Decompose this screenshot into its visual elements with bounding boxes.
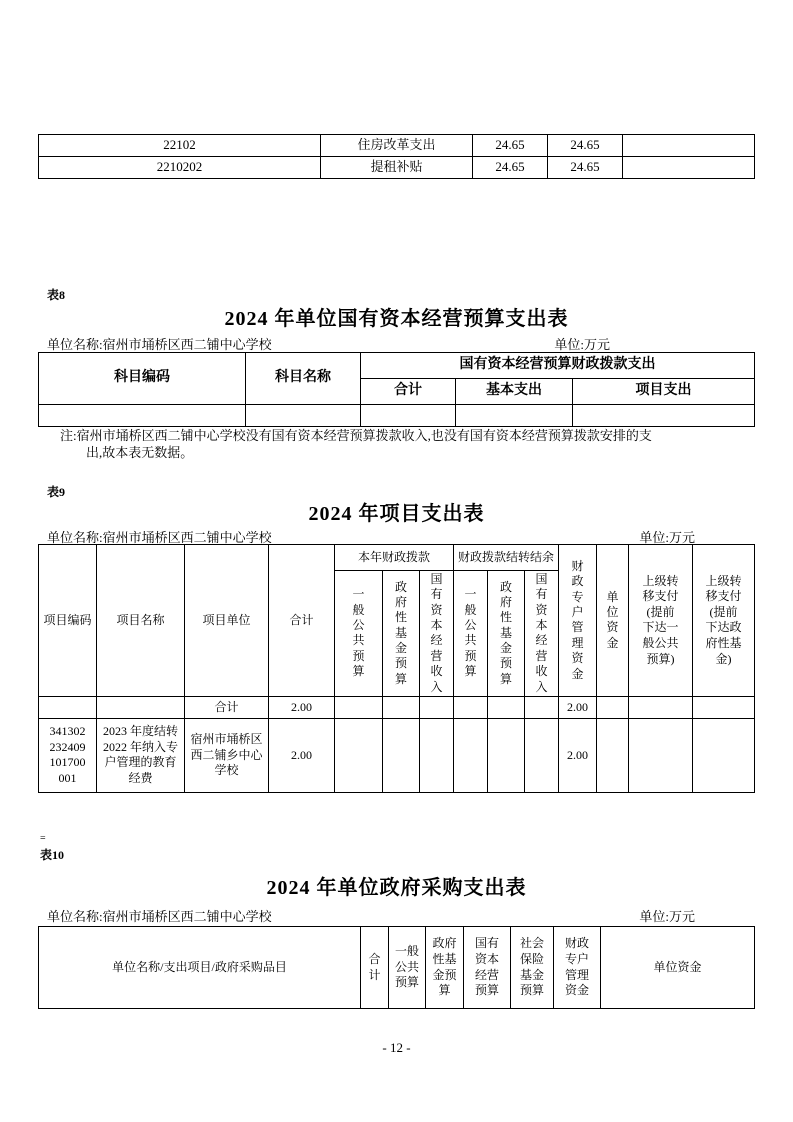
table-row: [39, 157, 755, 179]
header-social-insurance-budget: [511, 927, 554, 1009]
header-group-fiscal-grant: 国有资本经营预算财政拨款支出: [361, 353, 755, 379]
continued-expenditure-table: [38, 134, 755, 179]
cell-empty: [39, 405, 246, 427]
page-number: - 12 -: [382, 1040, 411, 1055]
cell-fiscal-account-value: 2.00: [559, 718, 597, 792]
header-unit-funds: 单位资金: [601, 927, 755, 1009]
cell-empty: [488, 696, 525, 718]
cell-project-code: 341302 232409 101700 001: [39, 718, 97, 792]
header-state-capital-budget-text: 国有资本经营预算: [474, 936, 499, 998]
table8-label: 表8: [47, 288, 66, 302]
table8-title: 2024 年单位国有资本经营预算支出表: [224, 308, 569, 330]
header-subject-name: 科目名称: [246, 353, 361, 405]
table10-unit-line: [38, 906, 755, 925]
cell-empty: [525, 718, 559, 792]
cell-empty: [420, 718, 454, 792]
header-fiscal-account: [559, 545, 597, 697]
cell-empty: [597, 696, 629, 718]
cell-empty: [246, 405, 361, 427]
header-fiscal-account-text: 财政专户管理资金: [571, 559, 584, 681]
table8-unit-line: [38, 334, 755, 353]
cell-empty: [335, 696, 383, 718]
table-row: [39, 135, 755, 157]
header-general-budget-text: 一般公共预算: [464, 587, 477, 679]
header-general-budget-carryover: [454, 571, 488, 697]
header-fiscal-account: [554, 927, 601, 1009]
header-state-capital-income: [420, 571, 454, 697]
total-row: [39, 696, 755, 718]
cell-empty: [97, 696, 185, 718]
header-group-carryover: 财政拨款结转结余: [454, 545, 559, 571]
cell-fiscal-account-value: 2.00: [559, 696, 597, 718]
cell-empty: [573, 405, 755, 427]
header-project: 项目支出: [573, 379, 755, 405]
table8-unit-name: 单位名称:宿州市埇桥区西二铺中心学校: [47, 337, 272, 352]
header-gov-fund-budget: [426, 927, 464, 1009]
header-state-capital-budget: [464, 927, 511, 1009]
cell-total-value: 2.00: [269, 718, 335, 792]
cell-project-unit: 宿州市埇桥区西二铺乡中心学校: [185, 718, 269, 792]
cell-project-name: 2023 年度结转 2022 年纳入专户管理的教育经费: [97, 718, 185, 792]
header-unit-funds: [597, 545, 629, 697]
table9-unit-label: 单位:万元: [639, 530, 695, 545]
cell-total-label: 合计: [185, 696, 269, 718]
header-gov-fund-budget-text: 政府性基金预算: [499, 579, 512, 686]
table9-title: 2024 年项目支出表: [308, 503, 485, 525]
table10-government-procurement-table: [38, 926, 755, 1009]
cell-empty: [335, 718, 383, 792]
cell-empty: [456, 405, 573, 427]
cell-empty: [454, 718, 488, 792]
table9-project-expenditure-table: [38, 544, 755, 793]
cell-subtotal: 24.65: [473, 135, 548, 157]
header-subject-code: 科目编码: [39, 353, 246, 405]
table9-label: 表9: [47, 485, 66, 499]
cell-project: [623, 135, 755, 157]
header-total: 合计: [269, 545, 335, 697]
header-state-capital-income-text: 国有资本经营收入: [430, 572, 443, 694]
header-state-capital-income-text: 国有资本经营收入: [535, 572, 548, 694]
header-total: 合计: [361, 379, 456, 405]
header-state-capital-income-carryover: [525, 571, 559, 697]
header-row: [39, 545, 755, 571]
table10-unit-name: 单位名称:宿州市埇桥区西二铺中心学校: [47, 909, 272, 924]
header-general-budget: [389, 927, 426, 1009]
cell-project: [623, 157, 755, 179]
cell-subject-name: 住房改革支出: [321, 135, 473, 157]
header-total-text: 合计: [368, 952, 381, 982]
cell-empty: [525, 696, 559, 718]
header-transfer-fund: [693, 545, 755, 697]
header-gov-fund-budget: [383, 571, 420, 697]
cell-empty: [454, 696, 488, 718]
cell-empty: [39, 696, 97, 718]
header-general-budget-text: 一般公共预算: [352, 587, 365, 679]
stray-mark: =: [40, 833, 46, 844]
project-row: [39, 718, 755, 792]
header-social-insurance-budget-text: 社会保险基金预算: [519, 936, 544, 998]
header-gov-fund-budget-text: 政府性基金预算: [394, 579, 407, 686]
cell-basic: 24.65: [548, 135, 623, 157]
table10-unit-label: 单位:万元: [639, 909, 695, 924]
header-unit-funds-text: 单位资金: [606, 589, 619, 650]
cell-empty: [597, 718, 629, 792]
cell-subject-name: 提租补贴: [321, 157, 473, 179]
header-transfer-general: [629, 545, 693, 697]
table9-unit-name: 单位名称:宿州市埇桥区西二铺中心学校: [47, 530, 272, 545]
header-general-budget-text: 一般公共预算: [394, 944, 419, 990]
table8-state-capital-budget-table: [38, 352, 755, 427]
header-fiscal-account-text: 财政专户管理资金: [564, 936, 589, 998]
cell-empty: [383, 718, 420, 792]
header-general-budget: [335, 571, 383, 697]
header-project-name: 项目名称: [97, 545, 185, 697]
header-project-unit: 项目单位: [185, 545, 269, 697]
empty-row: [39, 405, 755, 427]
cell-empty: [693, 718, 755, 792]
cell-empty: [488, 718, 525, 792]
table10-title: 2024 年单位政府采购支出表: [266, 877, 527, 899]
header-project-code: 项目编码: [39, 545, 97, 697]
cell-subject-code: 2210202: [39, 157, 321, 179]
table8-note: 注:宿州市埇桥区西二铺中心学校没有国有资本经营预算拨款收入,也没有国有资本经营预算拨款安排的支出,故本表无数据。: [60, 428, 652, 460]
header-total: [361, 927, 389, 1009]
cell-total-value: 2.00: [269, 696, 335, 718]
cell-empty: [420, 696, 454, 718]
header-transfer-general-text: 上级转移支付(提前下达一般公共预算): [642, 573, 679, 666]
table8-unit-label: 单位:万元: [554, 337, 610, 352]
cell-empty: [693, 696, 755, 718]
header-item: 单位名称/支出项目/政府采购品目: [39, 927, 361, 1009]
cell-empty: [383, 696, 420, 718]
cell-empty: [629, 696, 693, 718]
header-row: [39, 927, 755, 1009]
cell-empty: [629, 718, 693, 792]
header-row: [39, 353, 755, 379]
header-basic: 基本支出: [456, 379, 573, 405]
header-transfer-fund-text: 上级转移支付(提前下达政府性基金): [705, 573, 742, 666]
header-group-current-year: 本年财政拨款: [335, 545, 454, 571]
header-gov-fund-budget-carryover: [488, 571, 525, 697]
header-gov-fund-budget-text: 政府性基金预算: [432, 936, 457, 998]
cell-subtotal: 24.65: [473, 157, 548, 179]
table10-label: 表10: [40, 848, 65, 862]
cell-basic: 24.65: [548, 157, 623, 179]
cell-empty: [361, 405, 456, 427]
cell-subject-code: 22102: [39, 135, 321, 157]
